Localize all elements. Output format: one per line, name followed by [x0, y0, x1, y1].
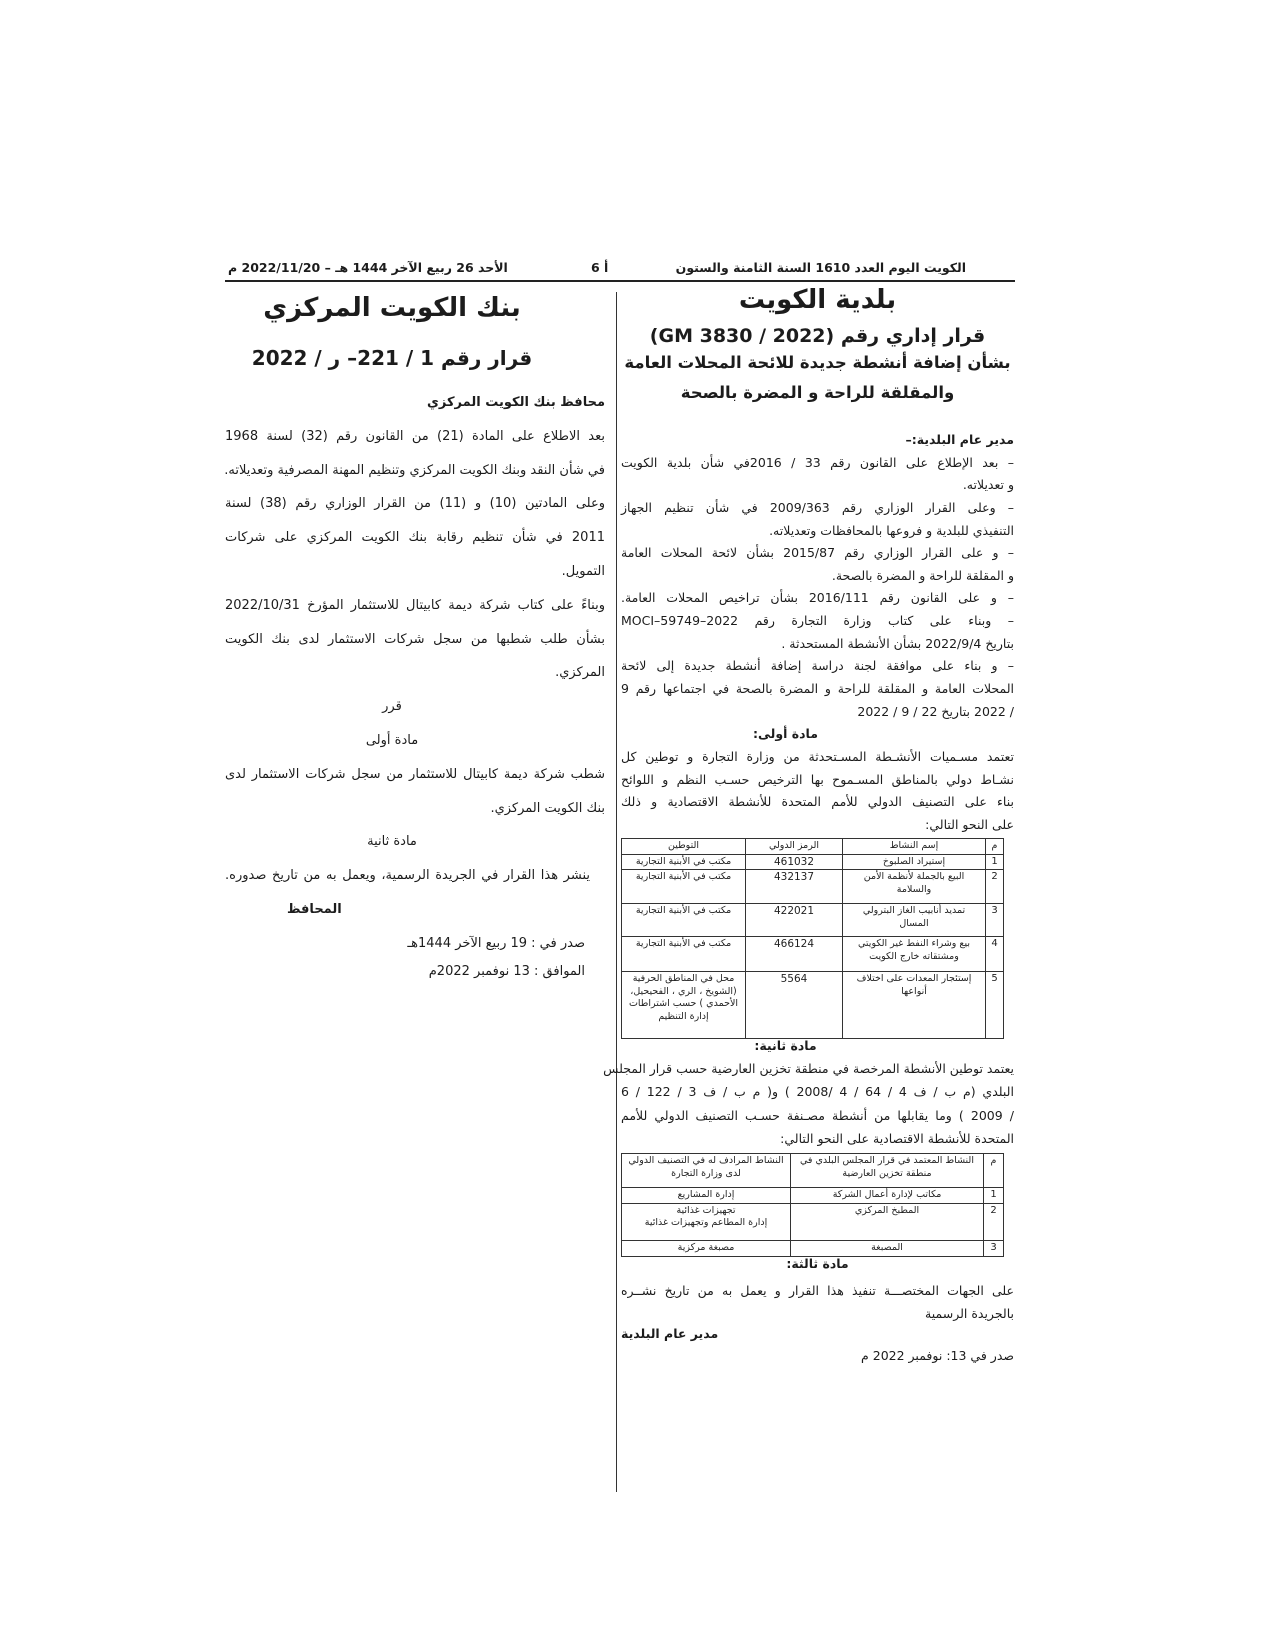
- body-line: – بعد الإطلاع على القانون رقم 33 / 2016في شأن بلدية الكويت: [621, 454, 1014, 470]
- row-number: 1: [986, 854, 1004, 870]
- body-line: شطب شركة ديمة كابيتال للاستثمار من سجل شركات الاستثمار لدى: [225, 766, 605, 782]
- body-line: وعلى المادتين (10) و (11) من القرار الوزاري رقم (38) لسنة: [225, 496, 606, 512]
- activity-name: إستئجار المعدات على اختلاف أنواعها: [843, 972, 986, 1039]
- activity-name: تمديد أنابيب الغاز البترولي المسال: [843, 904, 986, 937]
- central-bank-body: [225, 386, 605, 961]
- body-line: بعد الاطلاع على المادة (21) من القانون رقم (32) لسنة 1968: [225, 428, 605, 444]
- body-line: وبناءً على كتاب شركة ديمة كابيتال للاستثمار المؤرخ 2022/10/31: [225, 597, 605, 613]
- table-header-cell: الرمز الدولي: [746, 839, 843, 855]
- body-line: بالجريدة الرسمية: [925, 1306, 1014, 1321]
- article-heading: مادة ثانية:: [754, 1038, 817, 1053]
- approved-activity: المصبغة: [791, 1240, 984, 1256]
- article-heading: مادة ثالثة:: [786, 1256, 849, 1271]
- activity-name: إستيراد الصلبوخ: [843, 854, 986, 870]
- central-bank-decision-number: قرار رقم 1 / 221– ر / 2022: [251, 346, 533, 370]
- table-header-cell: إسم النشاط: [843, 839, 986, 855]
- table-row: [622, 972, 1004, 1039]
- article-heading: مادة أولى:: [753, 726, 818, 742]
- row-number: 4: [986, 937, 1004, 972]
- row-number: 3: [986, 904, 1004, 937]
- body-line: البلدي (م ب / ف 4 / 64 / 4 /2008 ) و( م ب / ف 3 / 122 / 6: [621, 1084, 1014, 1100]
- body-line: و تعديلاته.: [962, 477, 1014, 493]
- body-line: تعتمد مسـميات الأنشـطة المسـتحدثة من وزارة التجارة و توطين كل: [621, 748, 1014, 764]
- international-code: 422021: [746, 904, 843, 937]
- issue-date: الأحد 26 ربيع الآخر 1444 هـ – 2022/11/20 م: [228, 260, 508, 275]
- international-code: 432137: [746, 870, 843, 904]
- body-line: / 2009 ) وما يقابلها من أنشطة مصـنفة حسـب التصنيف الدولي للأمم: [621, 1107, 1014, 1123]
- central-bank-title: بنك الكويت المركزي: [263, 293, 521, 323]
- location: مكتب في الأبنية التجارية: [622, 870, 746, 904]
- international-code: 466124: [746, 937, 843, 972]
- municipality-preamble: [621, 429, 1014, 837]
- article-heading: مادة ثانية: [367, 834, 417, 850]
- body-line: – وعلى القرار الوزاري رقم 2009/363 في شأن تنظيم الجهاز: [621, 499, 1014, 515]
- table-row: [622, 1188, 1004, 1204]
- international-code: 5564: [746, 972, 843, 1039]
- body-line: المركزي.: [555, 665, 605, 681]
- issue-date-gregorian: الموافق : 13 نوفمبر 2022م: [428, 964, 585, 979]
- international-code: 461032: [746, 854, 843, 870]
- equivalent-activity: مصبغة مركزية: [622, 1240, 791, 1256]
- governor-signature: المحافظ: [287, 901, 342, 917]
- municipality-subject-line: والمقلقة للراحة و المضرة بالصحة: [680, 383, 955, 402]
- body-line: نشـاط دولي بالمناطق المسـموح بها الترخيص حسـب النظم و اللوائح: [621, 771, 1014, 787]
- table-row: [622, 870, 1004, 904]
- municipality-title: بلدية الكويت: [738, 285, 897, 315]
- table-header-cell: النشاط المعتمد في قرار المجلس البلدي في منطقة تخزين العارضية: [791, 1154, 984, 1188]
- body-line: ينشر هذا القرار في الجريدة الرسمية، ويعمل به من تاريخ صدوره.: [225, 868, 590, 884]
- table-row: [622, 904, 1004, 937]
- table-header-row: [622, 1154, 1004, 1188]
- running-header: [225, 256, 1015, 282]
- row-number: 5: [986, 972, 1004, 1039]
- location: مكتب في الأبنية التجارية: [622, 904, 746, 937]
- row-number: 3: [984, 1240, 1004, 1256]
- table-row: [622, 937, 1004, 972]
- decision-heading: قرر: [382, 699, 402, 715]
- ardiya-storage-table: [621, 1153, 1004, 1257]
- body-line: المتحدة للأنشطة الاقتصادية على النحو التالي:: [780, 1130, 1014, 1146]
- equivalent-activity: إدارة المشاريع: [622, 1188, 791, 1204]
- article-heading: مادة أولى: [365, 732, 419, 748]
- body-line: بنك الكويت المركزي.: [490, 800, 605, 816]
- table-header-cell: م: [984, 1154, 1004, 1188]
- body-line: / 2022 بتاريخ 22 / 9 / 2022: [857, 703, 1014, 719]
- municipality-decision-number: قرار إداري رقم (GM 3830 / 2022): [649, 325, 986, 347]
- table-header-cell: النشاط المرادف له في التصنيف الدولي لدى وزارة التجارة: [622, 1154, 791, 1188]
- body-line: في شأن النقد وبنك الكويت المركزي وتنظيم المهنة المصرفية وتعديلاته.: [224, 462, 605, 478]
- body-line: على الجهات المختصـــة تنفيذ هذا القرار و يعمل به من تاريخ نشــره: [621, 1283, 1014, 1298]
- activity-name: بيع وشراء النفط غير الكويتي ومشتقاته خارج الكويت: [843, 937, 986, 972]
- location: مكتب في الأبنية التجارية: [622, 854, 746, 870]
- table-header-cell: م: [986, 839, 1004, 855]
- table-row: [622, 1203, 1004, 1240]
- page-number: أ 6: [591, 260, 609, 275]
- body-line: – و بناء على موافقة لجنة دراسة إضافة أنشطة جديدة إلى لائحة: [621, 658, 1014, 674]
- activities-table: [621, 838, 1004, 1039]
- body-line: – و على القانون رقم 2016/111 بشأن تراخيص المحلات العامة.: [621, 590, 1015, 606]
- table-row: [622, 854, 1004, 870]
- body-line: يعتمد توطين الأنشطة المرخصة في منطقة تخزين العارضية حسب قرار المجلس: [603, 1061, 1014, 1077]
- body-line: التمويل.: [561, 563, 605, 579]
- body-line: 2011 في شأن تنظيم رقابة بنك الكويت المركزي على شركات: [225, 530, 605, 546]
- municipality-issue-date: صدر في 13: نوفمبر 2022 م: [861, 1348, 1014, 1363]
- body-line: على النحو التالي:: [925, 816, 1014, 832]
- row-number: 2: [984, 1203, 1004, 1240]
- activity-name: البيع بالجملة لأنظمة الأمن والسلامة: [843, 870, 986, 904]
- municipality-subject-line: بشأن إضافة أنشطة جديدة للائحة المحلات العامة: [624, 353, 1011, 372]
- body-line: بناء على التصنيف الدولي للأمم المتحدة للأنشطة الاقتصادية و ذلك: [621, 794, 1014, 810]
- location: محل في المناطق الحرفية (الشويخ ، الري ، الفحيحيل، الأحمدي ) حسب اشتراطات إدارة التنظيم: [622, 972, 746, 1039]
- body-line: محافظ بنك الكويت المركزي: [427, 395, 605, 410]
- municipality-signature: مدير عام البلدية: [621, 1326, 719, 1341]
- body-line: التنفيذي للبلدية و فروعها بالمحافظات وتعديلاته.: [769, 522, 1014, 538]
- body-line: بشأن طلب شطبها من سجل شركات الاستثمار لدى بنك الكويت: [225, 631, 605, 647]
- column-divider: [616, 292, 617, 1492]
- row-number: 1: [984, 1188, 1004, 1204]
- approved-activity: المطبخ المركزي: [791, 1203, 984, 1240]
- issue-date-hijri: صدر في : 19 ربيع الآخر 1444هـ: [407, 935, 585, 951]
- approved-activity: مكاتب لإدارة أعمال الشركة: [791, 1188, 984, 1204]
- body-line: – و على القرار الوزاري رقم 2015/87 بشأن لائحة المحلات العامة: [621, 545, 1014, 561]
- row-number: 2: [986, 870, 1004, 904]
- body-line: بتاريخ 2022/9/4 بشأن الأنشطة المستحدثة .: [781, 635, 1014, 651]
- equivalent-activity: تجهيزات غذائية إدارة المطاعم وتجهيزات غذائية: [622, 1203, 791, 1240]
- body-line: المحلات العامة و المقلقة للراحة و المضرة بالصحة في اجتماعها رقم 9: [621, 681, 1014, 697]
- article-three: [621, 1279, 1014, 1325]
- article-two: [603, 1034, 1014, 1150]
- location: مكتب في الأبنية التجارية: [622, 937, 746, 972]
- body-line: و المقلقة للراحة و المضرة بالصحة.: [831, 567, 1014, 583]
- body-line: – وبناء على كتاب وزارة التجارة رقم MOCI–59749–2022: [621, 613, 1014, 629]
- table-header-cell: التوطين: [622, 839, 746, 855]
- body-line: مدير عام البلدية:–: [905, 432, 1014, 447]
- publication-info: الكويت اليوم العدد 1610 السنة الثامنة والستون: [675, 260, 966, 275]
- table-header-row: [622, 839, 1004, 855]
